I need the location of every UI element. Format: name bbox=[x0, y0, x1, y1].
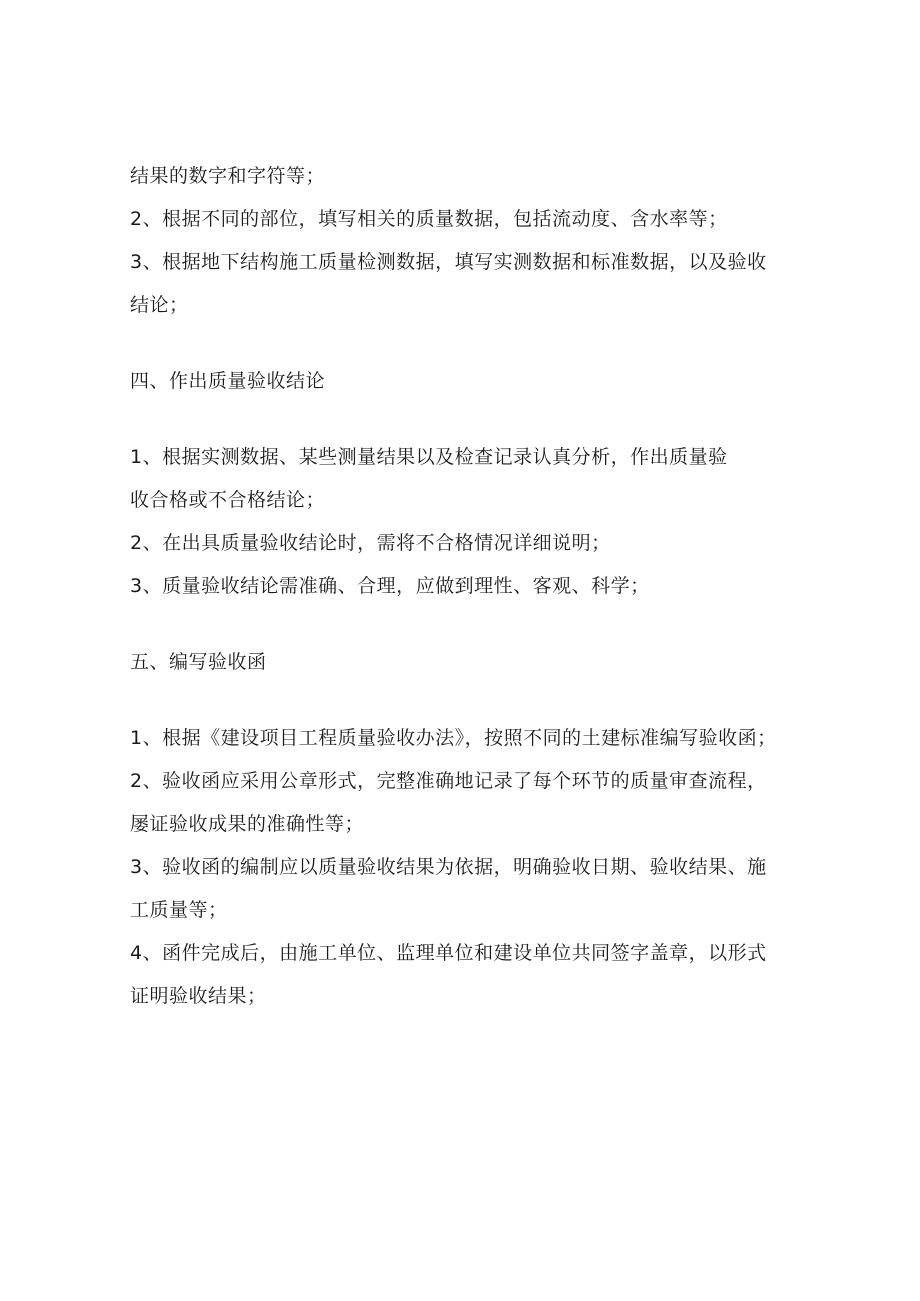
text-line: 2、根据不同的部位，填写相关的质量数据，包括流动度、含水率等； bbox=[130, 208, 728, 230]
text-line: 结论； bbox=[130, 294, 189, 316]
text-line: 3、根据地下结构施工质量检测数据，填写实测数据和标准数据，以及验收 bbox=[130, 251, 767, 273]
text-line: 工质量等； bbox=[130, 899, 228, 921]
text-line: 4、函件完成后，由施工单位、监理单位和建设单位共同签字盖章，以形式 bbox=[130, 942, 767, 964]
text-line: 1、根据实测数据、某些测量结果以及检查记录认真分析，作出质量验 bbox=[130, 446, 728, 468]
section-heading: 五、编写验收函 bbox=[130, 651, 267, 673]
section-heading: 四、作出质量验收结论 bbox=[130, 370, 326, 392]
text-line: 2、验收函应采用公章形式，完整准确地记录了每个环节的质量审查流程， bbox=[130, 770, 767, 792]
text-line: 屡证验收成果的准确性等； bbox=[130, 813, 365, 835]
text-line: 2、在出具质量验收结论时，需将不合格情况详细说明； bbox=[130, 532, 611, 554]
text-line: 收合格或不合格结论； bbox=[130, 489, 326, 511]
text-line: 3、验收函的编制应以质量验收结果为依据，明确验收日期、验收结果、施 bbox=[130, 856, 767, 878]
text-line: 证明验收结果； bbox=[130, 985, 267, 1007]
text-line: 3、质量验收结论需准确、合理，应做到理性、客观、科学； bbox=[130, 575, 650, 597]
text-line: 1、根据《建设项目工程质量验收办法》，按照不同的土建标准编写验收函； bbox=[130, 727, 777, 749]
text-line: 结果的数字和字符等； bbox=[130, 165, 326, 187]
